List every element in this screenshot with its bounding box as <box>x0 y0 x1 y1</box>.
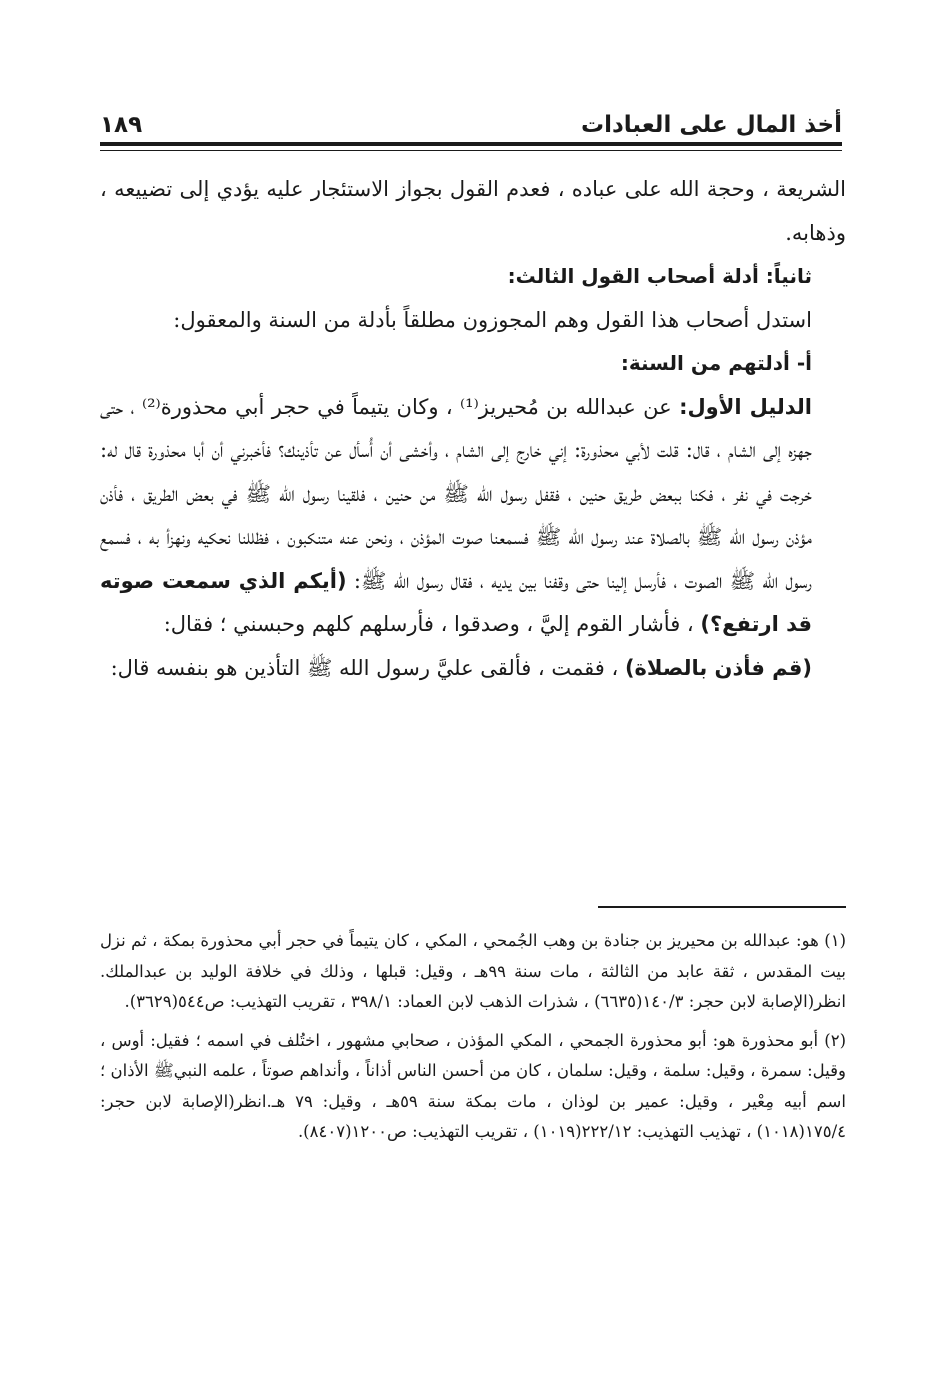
footnote-2: (٢) أبو محذورة هو: أبو محذورة الجمحي ، المكي المؤذن ، صحابي مشهور ، اختُلف في اسمه ؛ فقيل: أوس ، وقيل: سمرة ، وقيل: سلمة ، وقيل: سلمان ، كان من أحسن الناس أذاناً ، وأنداهم صوتاً ، علمه النبيﷺ الأذان ؛ اسم أبيه مِعْير ، وقيل: عمير بن لوذان ، مات بمكة سنة ٥٩هـ ، وقيل: ٧٩ هـ.انظر(الإصابة لابن حجر: ١٧٥/٤(١٠١٨) ، تهذيب التهذيب: ٢٢٢/١٢(١٠١٩) ، تقريب التهذيب: ص١٢٠٠(٨٤٠٧). <box>100 1030 846 1141</box>
evidence-text-end: ، فأشار القوم إليَّ ، وصدقوا ، فأرسلهم كلهم وحبسني ؛ فقال: <box>163 612 701 636</box>
footnote-1: (١) هو: عبدالله بن محيريز بن جنادة بن وهب الجُمحي ، المكي ، كان يتيماً في حجر أبي محذورة بمكة ، ثم نزل بيت المقدس ، ثقة عابد من الثالثة ، مات سنة ٩٩هـ ، وقيل: قبلها ، وذلك في خلافة الوليد بن عبدالملك. انظر(الإصابة لابن حجر: ١٤٠/٣(٦٦٣٥) ، شذرات الذهب لابن العماد: ٣٩٨/١ ، تقريب التهذيب: ص٥٤٤(٣٦٢٩). <box>100 931 846 1011</box>
running-header <box>100 98 842 138</box>
header-rule-thick <box>100 142 842 146</box>
command-text: ، فقمت ، فألقى عليَّ رسول الله ﷺ التأذين هو بنفسه قال: <box>110 655 625 680</box>
paragraph-intro: استدل أصحاب هذا القول وهم المجوزون مطلقاً بأدلة من السنة والمعقول: <box>173 307 812 332</box>
paragraph-command <box>100 647 846 691</box>
hadith-quote: (أيكم الذي سمعت صوته قد ارتفع؟) <box>100 568 812 636</box>
footnotes <box>100 926 846 1156</box>
footnote-separator <box>598 906 846 908</box>
subsection-heading-sunnah: أ- أدلتهم من السنة: <box>620 351 812 375</box>
section-heading-third-opinion: ثانياً: أدلة أصحاب القول الثالث: <box>507 264 812 288</box>
evidence-label: الدليل الأول: <box>679 394 812 419</box>
paragraph-first-evidence <box>100 386 846 647</box>
running-title: أخذ المال على العبادات <box>581 112 842 138</box>
hadith-quote-adhan: (قم فأذن بالصلاة) <box>624 655 812 680</box>
paragraph-continuation: الشريعة ، وحجة الله على عباده ، فعدم القول بجواز الاستئجار عليه يؤدي إلى تضييعه ، وذهابه. <box>100 177 846 245</box>
header-rule-thin <box>100 150 842 151</box>
page-number: ١٨٩ <box>100 112 143 138</box>
main-text <box>100 168 846 690</box>
evidence-text: عن عبدالله بن مُحيريز⁽¹⁾ ، وكان يتيماً في حجر أبي محذورة⁽²⁾ ، حتى جهزه إلى الشام ، قال: قلت لأبي محذورة: إني خارج إلى الشام ، وأخشى أن أُسأل عن تأذينك؟ فأخبرني أن أبا محذورة قال له: خرجت في نفر ، فكنا ببعض طريق حنين ، فقفل رسول الله ﷺ من حنين ، فلقينا رسول الله ﷺ في بعض الطريق ، فأذن مؤذن رسول الله ﷺ بالصلاة عند رسول الله ﷺ فسمعنا صوت المؤذن ، ونحن عنه متنكبون ، فظللنا نحكيه ونهزأ به ، فسمع رسول الله ﷺ الصوت ، فأرسل إلينا حتى وقفنا بين يديه ، فقال رسول الله ﷺ: <box>100 394 812 593</box>
